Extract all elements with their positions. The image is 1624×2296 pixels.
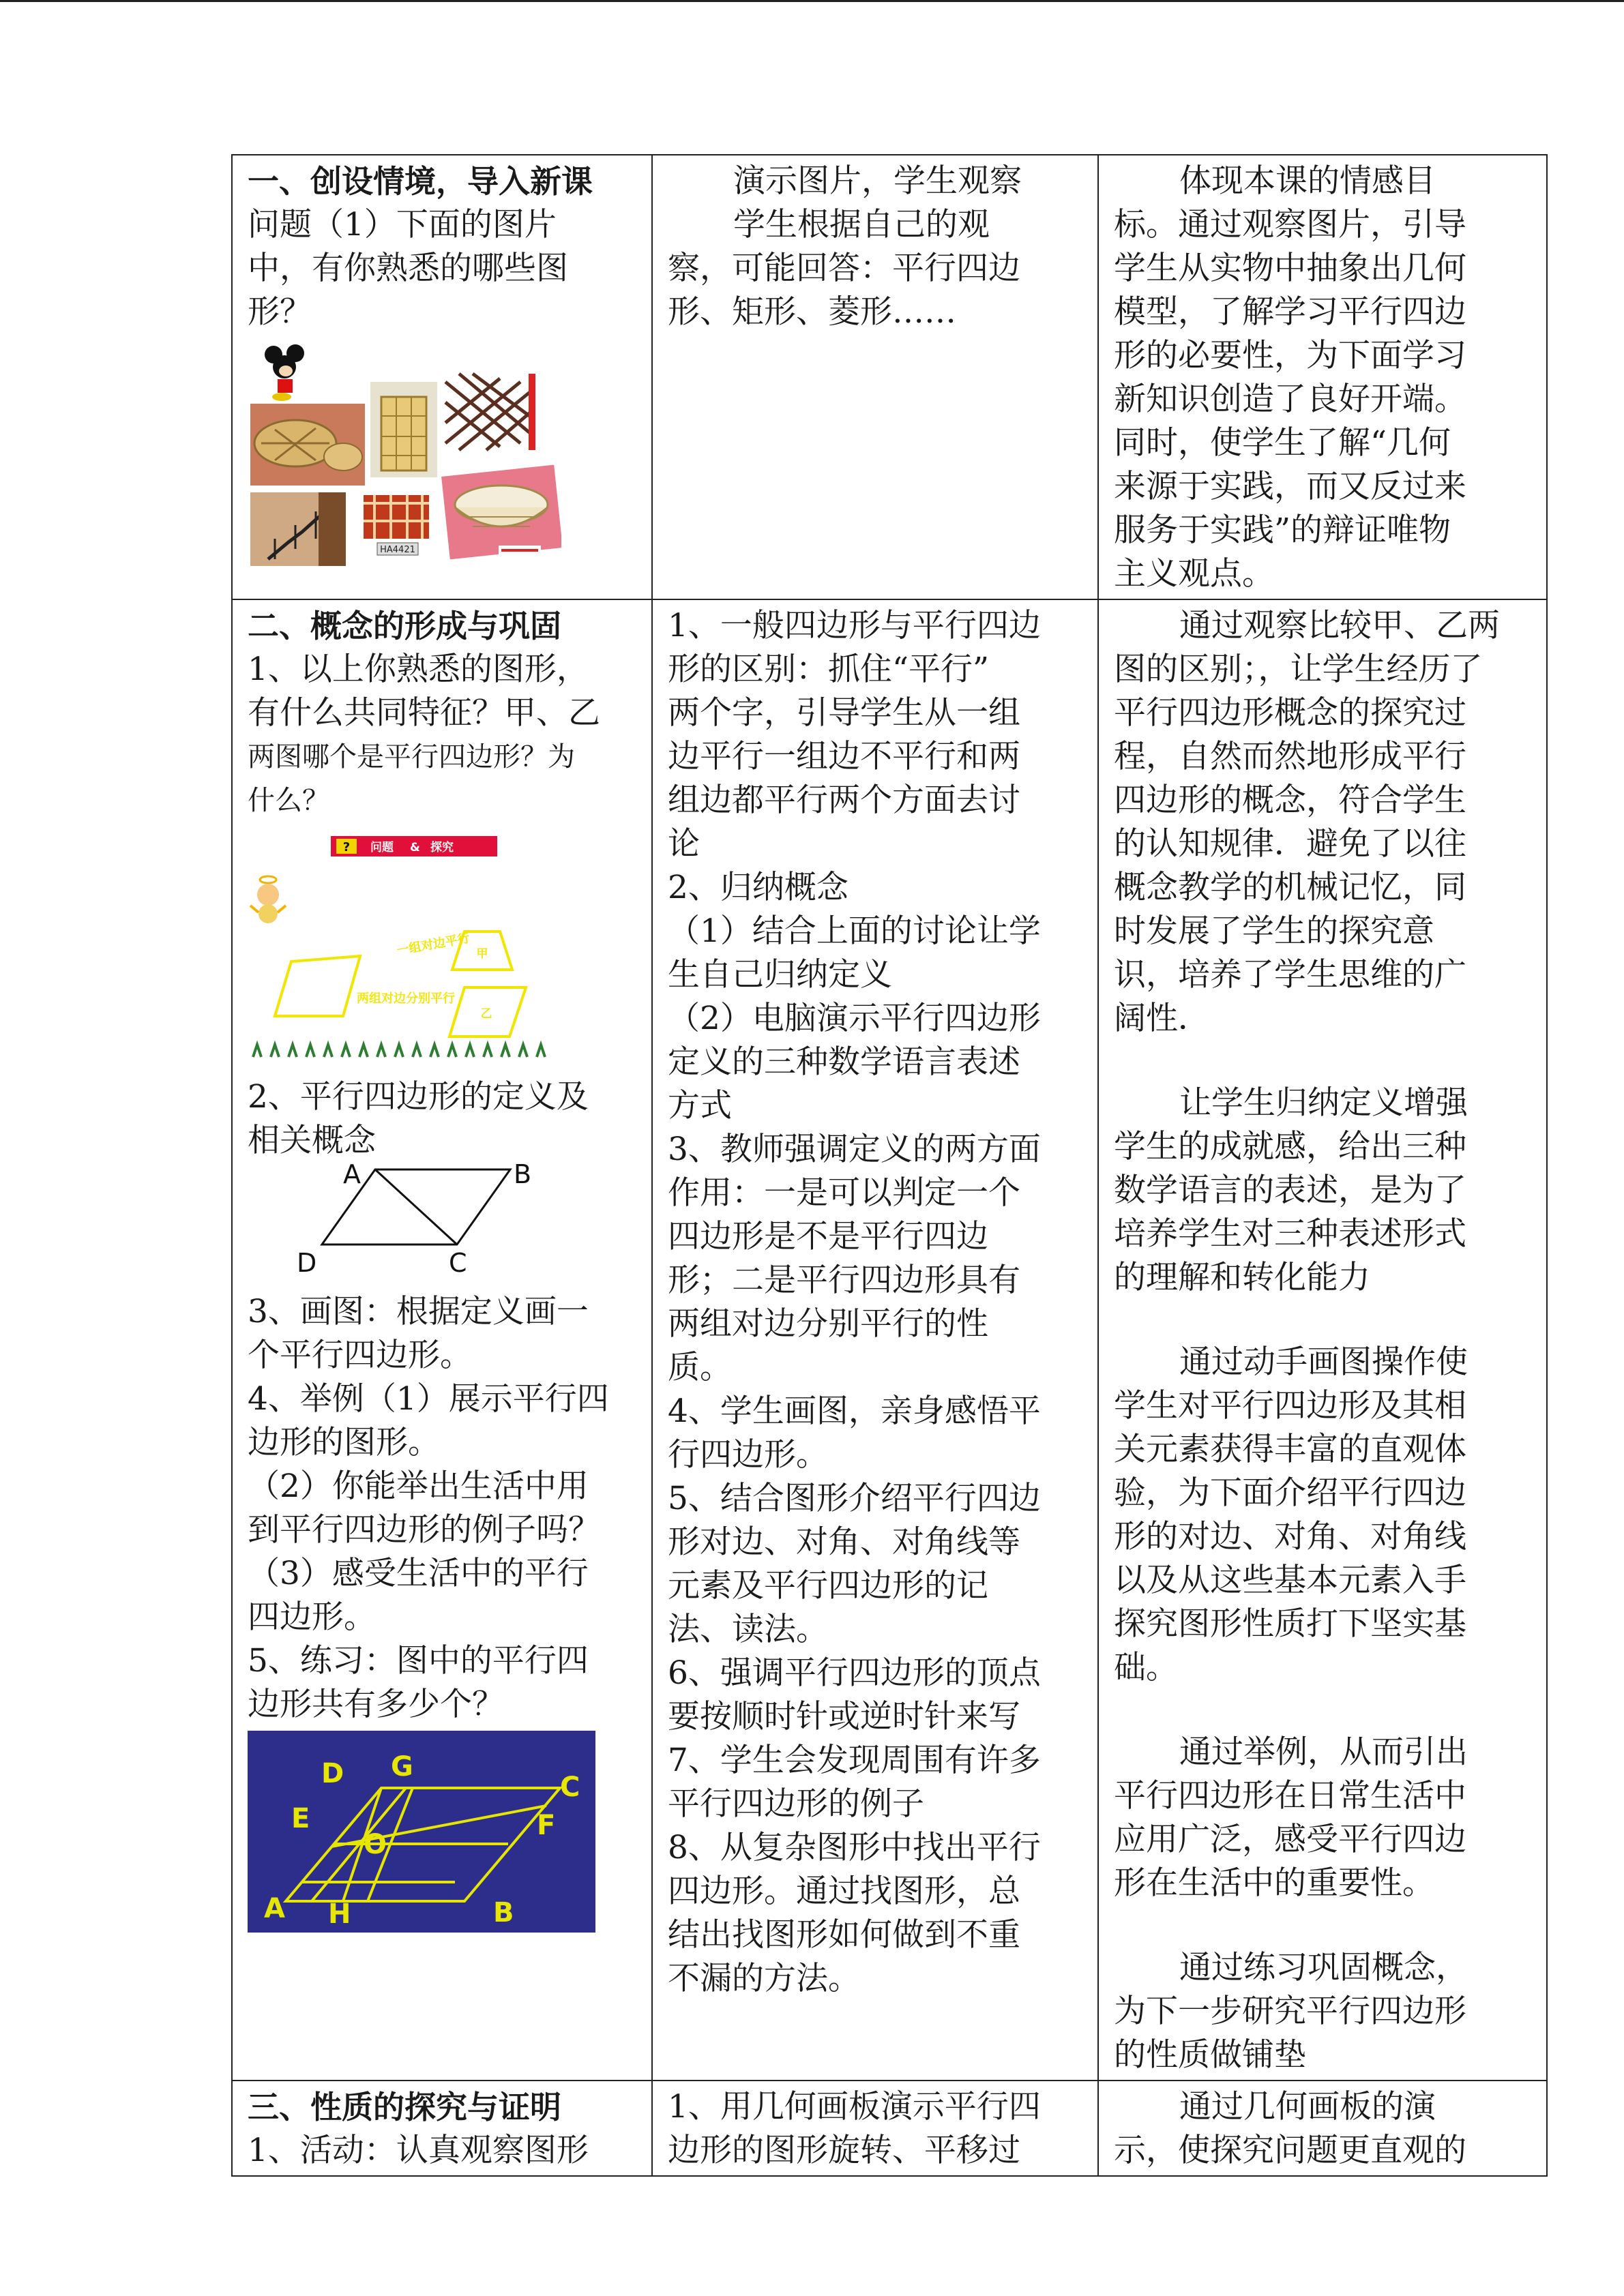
text-line: 1、活动：认真观察图形 [248, 2132, 589, 2169]
text-line: 方式 [668, 1087, 732, 1124]
text-line: 边形的图形旋转、平移过 [668, 2132, 1020, 2169]
text-line: 2、归纳概念 [668, 869, 848, 906]
text-line: 以及从这些基本元素入手 [1114, 1562, 1466, 1599]
text-line: 的认知规律．避免了以往 [1114, 825, 1466, 863]
cartoon-angel-icon [250, 876, 286, 923]
text-line: 应用广泛，感受平行四边 [1114, 1821, 1466, 1858]
text-line: 验，为下面介绍平行四边 [1114, 1474, 1466, 1512]
text-line: 3、教师强调定义的两方面 [668, 1131, 1041, 1168]
point-label-c: C [560, 1772, 580, 1803]
text-line: 概念教学的机械记忆，同 [1114, 869, 1466, 906]
text-line: （1）结合上面的讨论让学 [668, 912, 1041, 950]
text-line: 个平行四边形。 [248, 1337, 472, 1374]
text-line: 四边形是不是平行四边 [668, 1218, 988, 1255]
text-line: 两图哪个是平行四边形？为 [248, 741, 575, 773]
text-line: 四边形。通过找图形，总 [668, 1873, 1020, 1910]
point-label-h: H [328, 1898, 351, 1930]
vertex-label-b: B [514, 1163, 532, 1189]
text-line: 学生从实物中抽象出几何 [1114, 250, 1466, 287]
text-line: 行四边形。 [668, 1436, 828, 1474]
real-life-photo-collage [248, 341, 639, 578]
vertex-label-d: D [297, 1248, 317, 1278]
text-line: 四边形。 [248, 1598, 376, 1636]
text-line: 同时，使学生了解“几何 [1114, 424, 1451, 462]
bamboo-bin-photo [370, 382, 437, 477]
text-line: 质。 [668, 1349, 732, 1386]
text-line: 学生对平行四边形及其相 [1114, 1387, 1466, 1425]
section-2-activity-cell [652, 599, 1098, 2081]
parallelogram-exercise-figure [248, 1731, 639, 1944]
text-line: 服务于实践”的辩证唯物 [1114, 511, 1451, 549]
table-row [232, 155, 1547, 599]
text-line: 通过练习巩固概念， [1179, 1949, 1468, 1986]
text-line: 3、画图：根据定义画一 [248, 1293, 589, 1330]
text-line: 新知识创造了良好开端。 [1114, 381, 1466, 418]
text-line: 形；二是平行四边形具有 [668, 1262, 1020, 1299]
text-line: 识，培养了学生思维的广 [1114, 956, 1466, 994]
text-line: 通过观察比较甲、乙两 [1179, 607, 1500, 644]
question-explore-banner [331, 836, 497, 856]
figure-label: 两组对边分别平行 [357, 992, 455, 1006]
text-line: 生自己归纳定义 [668, 956, 892, 994]
text-line: 作用：一是可以判定一个 [668, 1174, 1020, 1212]
section-3-content-cell [232, 2081, 652, 2176]
text-line: 6、强调平行四边形的顶点 [668, 1654, 1041, 1692]
text-line: 什么？ [248, 785, 329, 816]
text-line: 形的对边、对角、对角线 [1114, 1518, 1466, 1555]
section-heading: 三、性质的探究与证明 [248, 2089, 561, 2126]
text-line: 关元素获得丰富的直观体 [1114, 1431, 1466, 1468]
section-3-activity-cell [652, 2081, 1098, 2176]
banner-text: 探究 [430, 841, 454, 854]
text-line: 形在生活中的重要性。 [1114, 1864, 1434, 1902]
section-1-content-cell [232, 155, 652, 599]
text-line: 形的必要性，为下面学习 [1114, 337, 1466, 374]
text-line: 结出找图形如何做到不重 [668, 1916, 1020, 1954]
section-2-content-cell [232, 599, 652, 2081]
figure-label: 一组对边平行 [396, 931, 471, 958]
text-line: 的性质做铺垫 [1114, 2036, 1306, 2074]
text-line: （3）感受生活中的平行 [248, 1555, 589, 1592]
text-line: 平行四边形概念的探究过 [1114, 694, 1466, 732]
text-line: 边形共有多少个？ [248, 1686, 504, 1723]
section-3-intent-cell [1098, 2081, 1547, 2176]
point-label-a: A [264, 1893, 285, 1924]
text-line: 形、矩形、菱形…… [668, 293, 956, 331]
lesson-plan-table [231, 154, 1548, 2177]
banner-text: 问题 [370, 841, 394, 854]
text-line: 定义的三种数学语言表述 [668, 1043, 1020, 1081]
text-line: 数学语言的表述，是为了 [1114, 1172, 1466, 1209]
text-line: 程，自然而然地形成平行 [1114, 738, 1466, 775]
text-line: 平行四边形的例子 [668, 1785, 924, 1823]
point-label-f: F [537, 1810, 556, 1841]
text-line: 5、练习：图中的平行四 [248, 1642, 589, 1680]
section-2-intent-cell [1098, 599, 1547, 2081]
folding-gate-photo [357, 487, 436, 562]
table-row [232, 2081, 1547, 2176]
point-label-e: E [291, 1803, 310, 1834]
text-line: 论 [668, 825, 700, 863]
parallelogram-abcd-figure [248, 1163, 639, 1290]
section-heading: 一、创设情境，导入新课 [248, 163, 593, 200]
text-line: 示，使探究问题更直观的 [1114, 2132, 1466, 2169]
text-line: 为下一步研究平行四边形 [1114, 1993, 1466, 2030]
text-line: 体现本课的情感目 [1179, 162, 1436, 200]
text-line: 8、从复杂图形中找出平行 [668, 1829, 1041, 1866]
cartoon-mouse-image [265, 344, 304, 401]
banner-text: & [410, 841, 420, 854]
text-line: 模型，了解学习平行四边 [1114, 293, 1466, 331]
point-label-g: G [391, 1751, 413, 1783]
text-line: 四边形的概念，符合学生 [1114, 781, 1466, 819]
text-line: 两个字，引导学生从一组 [668, 694, 1020, 732]
text-line: 形？ [248, 293, 312, 331]
staircase-photo [250, 492, 346, 566]
text-line: 1、以上你熟悉的图形， [248, 651, 589, 688]
text-line: 础。 [1114, 1649, 1178, 1686]
section-1-activity-cell [652, 155, 1098, 599]
text-line: 的理解和转化能力 [1114, 1259, 1370, 1296]
text-line: 培养学生对三种表述形式 [1114, 1215, 1466, 1253]
figure-label-jia: 甲 [476, 947, 488, 961]
text-line: 相关概念 [248, 1122, 376, 1159]
text-line: 来源于实践，而又反过来 [1114, 468, 1466, 505]
section-heading: 二、概念的形成与巩固 [248, 608, 561, 644]
text-line: 学生根据自己的观 [733, 206, 990, 243]
text-line: （2）你能举出生活中用 [248, 1467, 589, 1505]
page-top-border [0, 0, 1624, 2]
text-line: 两组对边分别平行的性 [668, 1305, 988, 1343]
text-line: 2、平行四边形的定义及 [248, 1078, 589, 1116]
image-caption-text: HA4421 [380, 545, 415, 555]
round-basket-photo [441, 465, 561, 560]
text-line: 4、学生画图，亲身感悟平 [668, 1392, 1041, 1430]
text-line: 要按顺时针或逆时针来写 [668, 1698, 1020, 1735]
text-line: 7、学生会发现周围有许多 [668, 1742, 1041, 1779]
text-line: 有什么共同特征？甲、乙 [248, 694, 600, 732]
vertex-label-a: A [343, 1163, 361, 1189]
text-line: 5、结合图形介绍平行四边 [668, 1480, 1041, 1517]
text-line: 法、读法。 [668, 1611, 828, 1648]
text-line: （2）电脑演示平行四边形 [668, 1000, 1041, 1037]
text-line: 让学生归纳定义增强 [1179, 1084, 1468, 1122]
text-line: 图的区别；，让学生经历了 [1114, 651, 1483, 688]
text-line: 探究图形性质打下坚实基 [1114, 1605, 1466, 1643]
point-label-o: O [364, 1829, 387, 1860]
question-mark-icon: ? [342, 840, 351, 854]
text-line: 主义观点。 [1114, 555, 1274, 593]
text-line: 中，有你熟悉的哪些图 [248, 250, 568, 287]
text-line: 不漏的方法。 [668, 1960, 860, 1997]
section-1-intent-cell [1098, 155, 1547, 599]
text-line: 1、用几何画板演示平行四 [668, 2088, 1041, 2126]
text-line: 边形的图形。 [248, 1424, 440, 1461]
grass-border-decoration [253, 1045, 545, 1057]
text-line: 通过几何画板的演 [1179, 2088, 1436, 2126]
lattice-fence-photo [445, 374, 535, 450]
text-line: 通过举例，从而引出 [1179, 1733, 1468, 1771]
text-line: 时发展了学生的探究意 [1114, 912, 1434, 950]
text-line: 边平行一组边不平行和两 [668, 738, 1020, 775]
quadrilateral-figures [275, 931, 526, 1037]
figure-label-yi: 乙 [480, 1007, 492, 1021]
text-line: 形的区别：抓住“平行” [668, 651, 990, 688]
woven-basket-photo [250, 404, 365, 486]
point-label-b: B [493, 1897, 514, 1928]
text-line: 元素及平行四边形的记 [668, 1567, 988, 1605]
text-line: 察，可能回答：平行四边 [668, 250, 1020, 287]
text-line: 平行四边形在日常生活中 [1114, 1777, 1466, 1815]
text-line: 组边都平行两个方面去讨 [668, 781, 1020, 819]
text-line: 通过动手画图操作使 [1179, 1343, 1468, 1381]
text-line: 学生的成就感，给出三种 [1114, 1128, 1466, 1165]
text-line: 演示图片，学生观察 [733, 162, 1022, 200]
table-row [232, 599, 1547, 2081]
vertex-label-c: C [449, 1248, 467, 1278]
text-line: 到平行四边形的例子吗？ [248, 1511, 600, 1549]
text-line: 问题（1）下面的图片 [248, 206, 557, 243]
point-label-d: D [321, 1758, 344, 1789]
inquiry-figure [248, 832, 639, 1075]
text-line: 形对边、对角、对角线等 [668, 1523, 1020, 1561]
text-line: 阔性． [1114, 1000, 1210, 1037]
text-line: 1、一般四边形与平行四边 [668, 607, 1041, 644]
text-line: 4、举例（1）展示平行四 [248, 1380, 609, 1418]
text-line: 标。通过观察图片，引导 [1114, 206, 1466, 243]
